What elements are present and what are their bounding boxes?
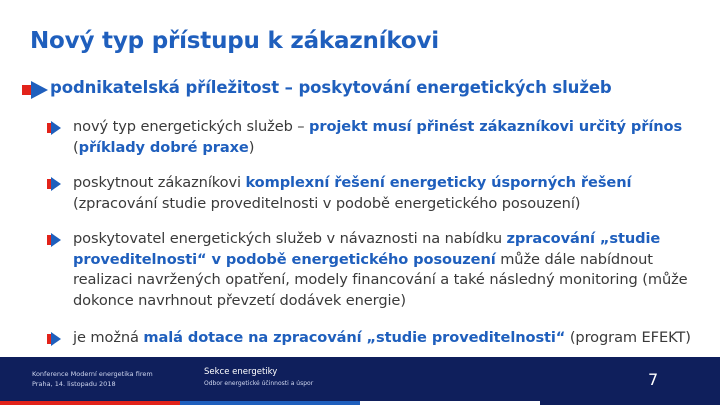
triangle-bullet-icon bbox=[47, 332, 61, 346]
footer-section bbox=[204, 366, 313, 390]
page-number: 7 bbox=[648, 370, 659, 389]
footer-event-date: Praha, 14. listopadu 2018 bbox=[32, 380, 116, 388]
footer-event bbox=[32, 369, 153, 389]
bullet-text-run: (zpracování studie proveditelnosti v podobě energetického posouzení) bbox=[73, 194, 581, 212]
bullet-text-run: poskytnout zákazníkovi bbox=[73, 174, 246, 191]
footer-section-subtitle: Odbor energetické účinnosti a úspor bbox=[204, 380, 314, 387]
highlighted-text: komplexní řešení energeticky úsporných řešení bbox=[245, 174, 632, 191]
bullet-text bbox=[73, 229, 693, 311]
footer-event-name: Konference Moderní energetika firem bbox=[32, 370, 153, 378]
bullet-text-run: poskytovatel energetických služeb v návaznosti na nabídku bbox=[73, 230, 507, 247]
level1-bullet bbox=[22, 78, 612, 99]
bullet-item bbox=[47, 173, 697, 214]
bullet-item bbox=[47, 229, 697, 311]
bullet-text bbox=[73, 173, 693, 214]
highlighted-text: projekt musí přinést zákazníkovi určitý přínos bbox=[309, 118, 683, 135]
bullet-text bbox=[73, 328, 693, 349]
arrow-right-icon bbox=[22, 81, 48, 99]
bullet-text-run: nový typ energetických služeb – bbox=[73, 118, 310, 135]
footer-stripe bbox=[0, 401, 720, 405]
level1-text: podnikatelská příležitost – poskytování energetických služeb bbox=[50, 78, 612, 97]
bullet-text-run: může dále nabídnout realizaci navržených opatření, modely financování a také následný monitoring (může dokonce navrhnout převzetí dodávek energie) bbox=[73, 250, 688, 309]
highlighted-text: příklady dobré praxe bbox=[78, 138, 249, 156]
highlighted-text: zpracování „studie proveditelnosti“ v podobě energetického posouzení bbox=[73, 230, 661, 268]
footer-bar bbox=[0, 357, 720, 405]
highlighted-text: malá dotace na zpracování „studie proveditelnosti“ bbox=[143, 329, 566, 346]
slide-title: Nový typ přístupu k zákazníkovi bbox=[30, 28, 439, 54]
bullet-item bbox=[47, 328, 697, 349]
bullet-text-run: ( bbox=[73, 138, 79, 156]
triangle-bullet-icon bbox=[47, 177, 61, 191]
bullet-text-run: ) bbox=[248, 138, 255, 156]
footer-section-title: Sekce energetiky bbox=[204, 367, 278, 377]
bullet-text bbox=[73, 117, 693, 158]
triangle-bullet-icon bbox=[47, 233, 61, 247]
bullet-text-run: (program EFEKT) bbox=[565, 329, 691, 346]
triangle-bullet-icon bbox=[47, 121, 61, 135]
bullet-item bbox=[47, 117, 697, 158]
bullet-text-run: je možná bbox=[73, 329, 144, 346]
